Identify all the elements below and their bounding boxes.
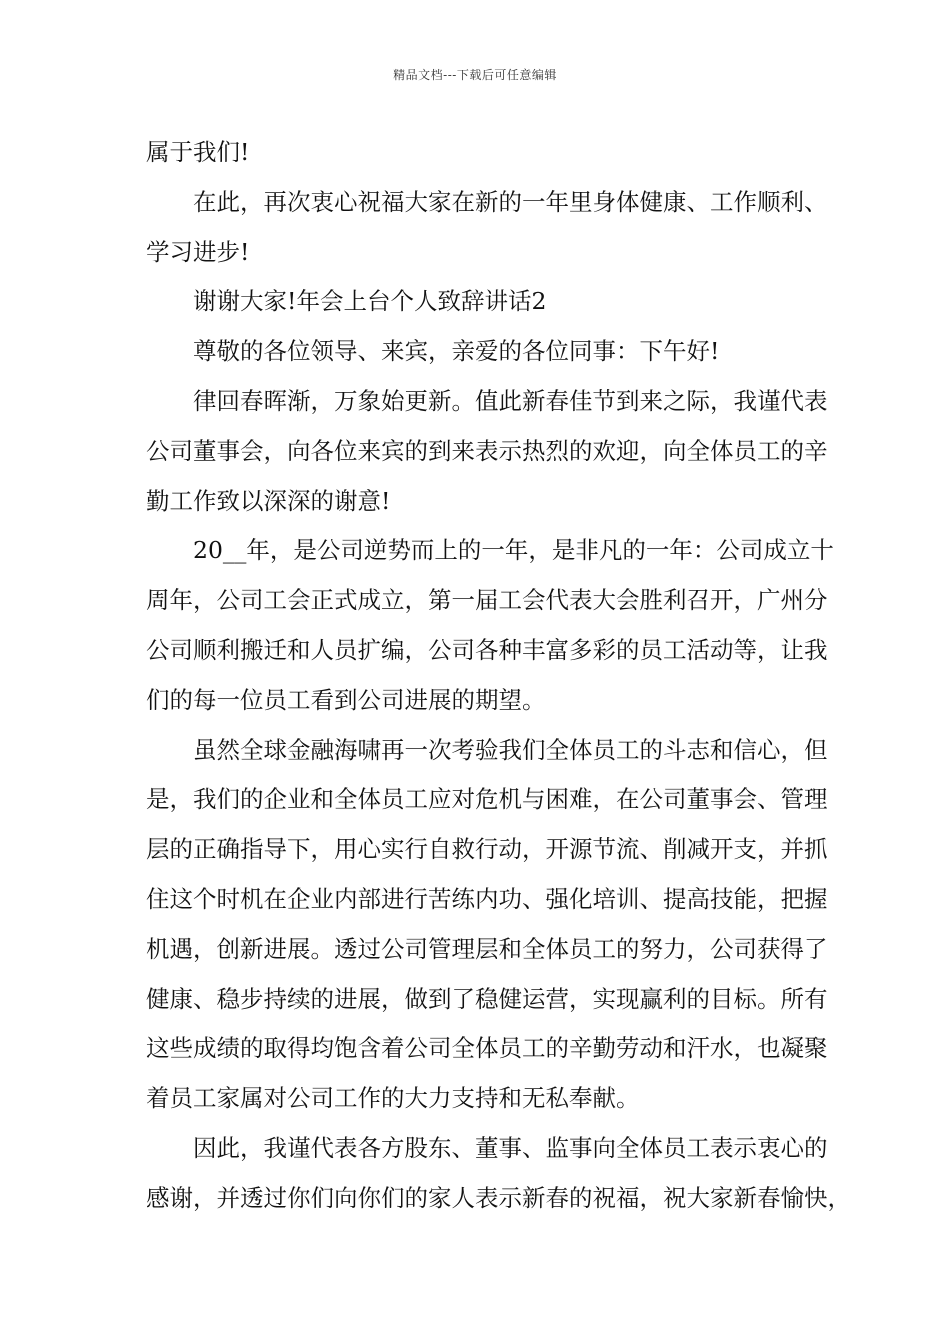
text-line: 律回春晖渐，万象始更新。值此新春佳节到来之际，我谨代表 (193, 386, 828, 415)
text-line: 着员工家属对公司工作的大力支持和无私奉献。 (146, 1084, 640, 1113)
text-line: 属于我们! (146, 138, 250, 166)
greeting-line: 尊敬的各位领导、来宾，亲爱的各位同事：下午好! (193, 337, 720, 366)
text-line: 学习进步! (146, 237, 250, 266)
text-line: 20__年，是公司逆势而上的一年，是非凡的一年：公司成立十 (193, 536, 834, 565)
text-line: 这些成绩的取得均饱含着公司全体员工的辛勤劳动和汗水，也凝聚 (146, 1034, 828, 1063)
text-line: 公司顺利搬迁和人员扩编，公司各种丰富多彩的员工活动等，让我 (146, 635, 828, 664)
document-body (146, 128, 851, 1224)
text-line: 因此，我谨代表各方股东、董事、监事向全体员工表示衷心的 (193, 1133, 828, 1162)
text-line: 住这个时机在企业内部进行苦练内功、强化培训、提高技能，把握 (146, 884, 828, 913)
text-line: 感谢，并透过你们向你们的家人表示新春的祝福，祝大家新春愉快， (146, 1183, 851, 1212)
text-line: 们的每一位员工看到公司进展的期望。 (146, 685, 546, 714)
text-line: 公司董事会，向各位来宾的到来表示热烈的欢迎，向全体员工的辛 (146, 436, 828, 465)
page-header: 精品文档---下载后可任意编辑 (393, 68, 557, 82)
text-line: 是，我们的企业和全体员工应对危机与困难，在公司董事会、管理 (146, 785, 828, 814)
text-line: 在此，再次衷心祝福大家在新的一年里身体健康、工作顺利、 (193, 187, 828, 216)
text-line: 机遇，创新进展。透过公司管理层和全体员工的努力，公司获得了 (146, 934, 828, 963)
text-line: 虽然全球金融海啸再一次考验我们全体员工的斗志和信心，但 (193, 735, 828, 764)
speech-title: 谢谢大家!年会上台个人致辞讲话2 (193, 287, 547, 316)
text-line: 层的正确指导下，用心实行自救行动，开源节流、削减开支，并抓 (146, 835, 828, 864)
text-line: 周年，公司工会正式成立，第一届工会代表大会胜利召开，广州分 (146, 586, 828, 615)
text-line: 勤工作致以深深的谢意! (146, 486, 391, 515)
text-line: 健康、稳步持续的进展，做到了稳健运营，实现赢利的目标。所有 (146, 984, 828, 1013)
